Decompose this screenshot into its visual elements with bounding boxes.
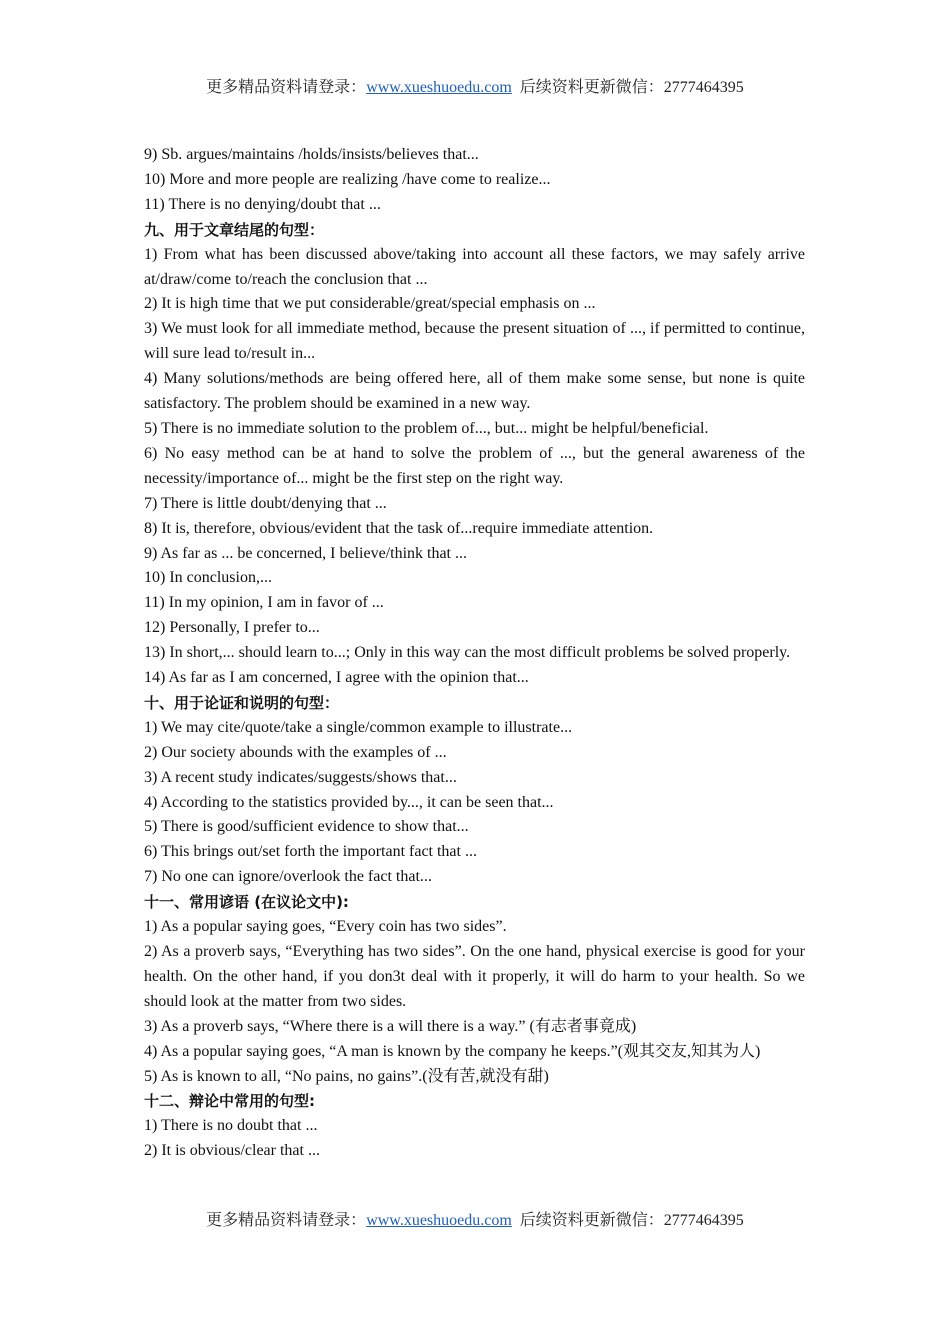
header-link[interactable]: www.xueshuoedu.com xyxy=(366,79,512,96)
section-heading: 十一、常用谚语 (在议论文中): xyxy=(144,893,349,912)
header-suffix: 后续资料更新微信：2777464395 xyxy=(511,79,744,96)
page-header xyxy=(0,78,950,98)
footer-suffix: 后续资料更新微信：2777464395 xyxy=(511,1212,744,1229)
sentence-pattern: 4) As a popular saying goes, “A man is known by the company he keeps.”(观其交友,知其为人) xyxy=(144,1042,761,1060)
sentence-pattern: 7) No one can ignore/overlook the fact that... xyxy=(144,868,432,886)
sentence-pattern: 3) A recent study indicates/suggests/shows that... xyxy=(144,768,457,786)
section-heading: 十、用于论证和说明的句型： xyxy=(144,693,340,712)
sentence-pattern: 14) As far as I am concerned, I agree with the opinion that... xyxy=(144,669,529,687)
sentence-pattern: 9) As far as ... be concerned, I believe/think that ... xyxy=(144,544,467,562)
sentence-pattern: 4) According to the statistics provided by..., it can be seen that... xyxy=(144,793,554,811)
sentence-pattern: 1) We may cite/quote/take a single/common example to illustrate... xyxy=(144,718,573,736)
header-prefix: 更多精品资料请登录： xyxy=(206,79,367,96)
sentence-pattern: 5) There is no immediate solution to the problem of..., but... might be helpful/beneficial. xyxy=(144,419,709,437)
sentence-pattern: 5) There is good/sufficient evidence to show that... xyxy=(144,818,469,836)
sentence-pattern: 8) It is, therefore, obvious/evident that the task of...require immediate attention. xyxy=(144,519,654,537)
sentence-pattern: 3) As a proverb says, “Where there is a will there is a way.” (有志者事竟成) xyxy=(144,1017,637,1035)
sentence-pattern: 2) It is obvious/clear that ... xyxy=(144,1142,320,1160)
document-body xyxy=(144,143,805,1164)
sentence-pattern: 12) Personally, I prefer to... xyxy=(144,619,320,637)
sentence-pattern: 6) No easy method can be at hand to solve the problem of ..., but the general awareness of the necessity/importance of... might be the first step on the right way. xyxy=(144,444,805,487)
sentence-pattern: 10) More and more people are realizing /have come to realize... xyxy=(144,170,551,188)
sentence-pattern: 1) From what has been discussed above/taking into account all these factors, we may safely arrive at/draw/come to/reach the conclusion that ... xyxy=(144,245,805,288)
sentence-pattern: 5) As is known to all, “No pains, no gains”.(没有苦,就没有甜) xyxy=(144,1067,549,1085)
sentence-pattern: 7) There is little doubt/denying that ... xyxy=(144,494,387,512)
sentence-pattern: 9) Sb. argues/maintains /holds/insists/believes that... xyxy=(144,146,479,163)
sentence-pattern: 11) In my opinion, I am in favor of ... xyxy=(144,594,384,612)
section-heading: 十二、辩论中常用的句型: xyxy=(144,1092,315,1111)
sentence-pattern: 10) In conclusion,... xyxy=(144,569,272,587)
footer-link[interactable]: www.xueshuoedu.com xyxy=(366,1212,512,1229)
sentence-pattern: 1) As a popular saying goes, “Every coin has two sides”. xyxy=(144,918,507,936)
sentence-pattern: 6) This brings out/set forth the important fact that ... xyxy=(144,843,477,861)
sentence-pattern: 13) In short,... should learn to...; Only in this way can the most difficult problems be solved properly. xyxy=(144,644,791,662)
section-heading: 九、用于文章结尾的句型： xyxy=(144,220,325,239)
sentence-pattern: 4) Many solutions/methods are being offered here, all of them make some sense, but none is quite satisfactory. The problem should be examined in a new way. xyxy=(144,370,805,413)
sentence-pattern: 1) There is no doubt that ... xyxy=(144,1117,318,1135)
sentence-pattern: 11) There is no denying/doubt that ... xyxy=(144,195,381,213)
page-footer xyxy=(0,1211,950,1231)
footer-prefix: 更多精品资料请登录： xyxy=(206,1212,367,1229)
sentence-pattern: 3) We must look for all immediate method, because the present situation of ..., if permitted to continue, will sure lead to/result in... xyxy=(144,320,805,363)
sentence-pattern: 2) As a proverb says, “Everything has two sides”. On the one hand, physical exercise is good for your health. On the other hand, if you don3t deal with it properly, it will do harm to your health. So we should look at the matter from two sides. xyxy=(144,943,805,1010)
sentence-pattern: 2) Our society abounds with the examples of ... xyxy=(144,743,447,761)
sentence-pattern: 2) It is high time that we put considerable/great/special emphasis on ... xyxy=(144,295,596,313)
